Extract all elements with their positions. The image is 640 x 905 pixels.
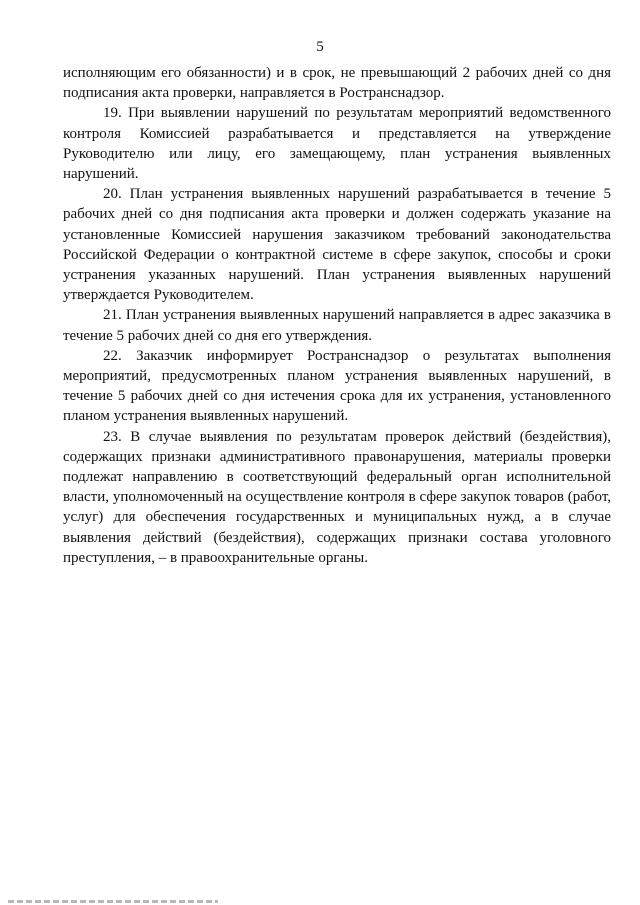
paragraph-23: 23. В случае выявления по результатам проверок действий (бездействия), содержащих признаки административного правонарушения, материалы проверки подлежат направлению в соответствующий федеральный орган исполнительной власти, уполномоченный на осуществление контроля в сфере закупок товаров (работ, услуг) для обеспечения государственных и муниципальных нужд, а в случае выявления действий (бездействия), содержащих признаки состава уголовного преступления, – в правоохранительные органы. [63, 428, 611, 566]
paragraph-21: 21. План устранения выявленных нарушений направляется в адрес заказчика в течение 5 рабочих дней со дня его утверждения. [63, 307, 611, 344]
paragraph-19: 19. При выявлении нарушений по результатам мероприятий ведомственного контроля Комиссией разрабатывается и представляется на утверждение Руководителю или лицу, его замещающему, план устранения выявленных нарушений. [63, 105, 611, 183]
paragraph-20: 20. План устранения выявленных нарушений разрабатывается в течение 5 рабочих дней со дня подписания акта проверки и должен содержать указание на установленные Комиссией нарушения заказчиком требований законодательства Российской Федерации о контрактной системе в сфере закупок, способы и сроки устранения указанных нарушений. План устранения выявленных нарушений утверждается Руководителем. [63, 186, 611, 304]
document-body [63, 63, 611, 568]
paragraph-22: 22. Заказчик информирует Ространснадзор о результатах выполнения мероприятий, предусмотренных планом устранения выявленных нарушений, в течение 5 рабочих дней со дня истечения срока для их устранения, установленного планом устранения выявленных нарушений. [63, 347, 611, 425]
scan-edge-mark [8, 900, 218, 903]
page-number: 5 [316, 39, 324, 55]
paragraph-continuation: исполняющим его обязанности) и в срок, не превышающий 2 рабочих дней со дня подписания акта проверки, направляется в Ространснадзор. [63, 65, 611, 102]
